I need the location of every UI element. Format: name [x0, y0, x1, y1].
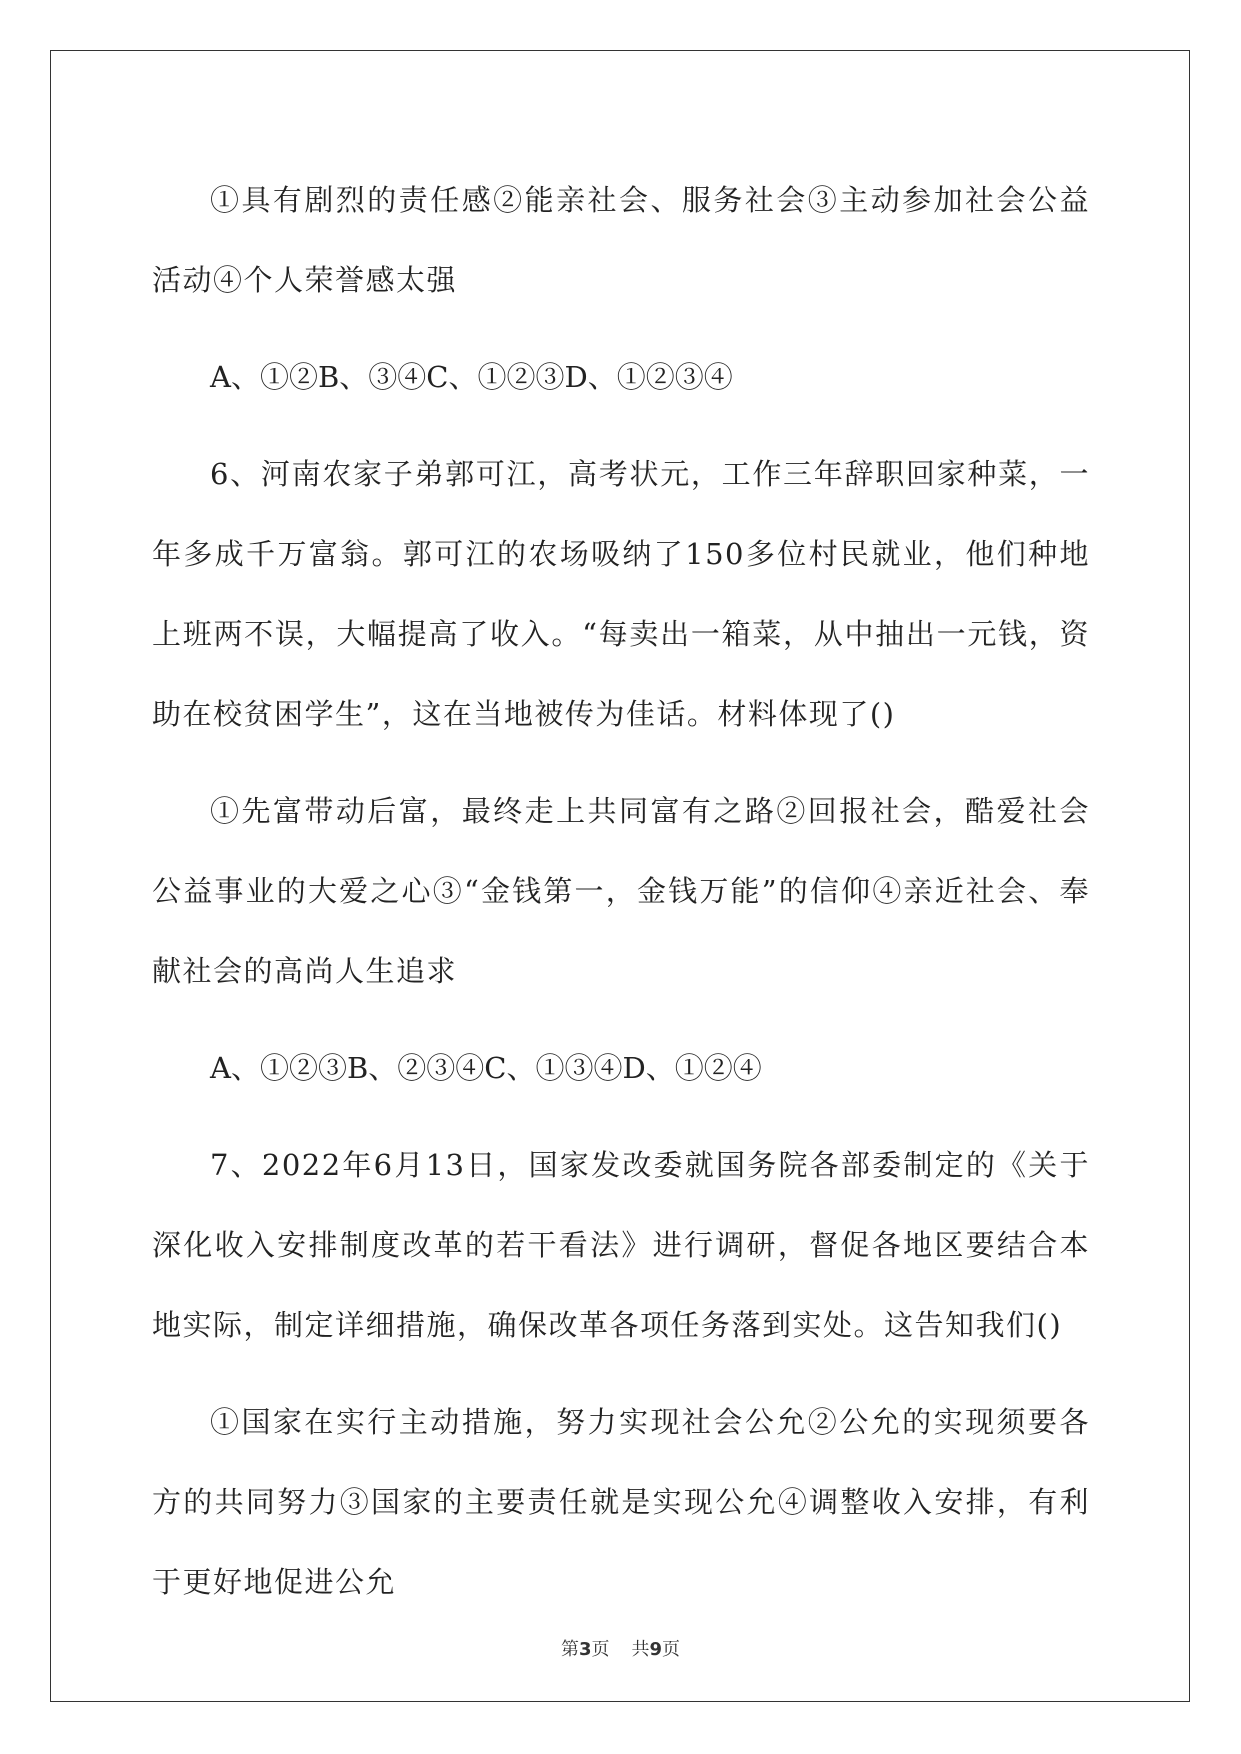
footer-prefix: 第 — [560, 1639, 579, 1660]
footer-page-suffix: 页 — [591, 1639, 610, 1660]
paragraph-q6-statements: ①先富带动后富，最终走上共同富有之路②回报社会，酷爱社会公益事业的大爱之心③“金钱第一，金钱万能”的信仰④亲近社会、奉献社会的高尚人生追求 — [152, 794, 1090, 988]
paragraph-q6-options: A、①②③B、②③④C、①③④D、①②④ — [210, 1051, 762, 1085]
paragraph-q6-question: 6、河南农家子弟郭可江，高考状元，工作三年辞职回家种菜，一年多成千万富翁。郭可江的农场吸纳了150多位村民就业，他们种地上班两不误，大幅提高了收入。“每卖出一箱菜，从中抽出一元钱，资助在校贫困学生”，这在当地被传为佳话。材料体现了() — [152, 457, 1090, 731]
paragraph-q7-question: 7、2022年6月13日，国家发改委就国务院各部委制定的《关于深化收入安排制度改革的若干看法》进行调研，督促各地区要结合本地实际，制定详细措施，确保改革各项任务落到实处。这告知我们() — [152, 1148, 1090, 1342]
page-footer — [0, 1635, 1241, 1661]
paragraph-q5-statements: ①具有剧烈的责任感②能亲社会、服务社会③主动参加社会公益活动④个人荣誉感太强 — [152, 183, 1090, 297]
footer-total-suffix: 页 — [662, 1639, 681, 1660]
footer-total-prefix: 共 — [631, 1639, 650, 1660]
footer-total-pages: 9 — [649, 1639, 663, 1660]
paragraph-q5-options: A、①②B、③④C、①②③D、①②③④ — [210, 360, 733, 394]
document-body — [152, 160, 1090, 1639]
footer-page-number: 3 — [578, 1639, 592, 1660]
paragraph-q7-statements: ①国家在实行主动措施，努力实现社会公允②公允的实现须要各方的共同努力③国家的主要责任就是实现公允④调整收入安排，有利于更好地促进公允 — [152, 1405, 1090, 1599]
